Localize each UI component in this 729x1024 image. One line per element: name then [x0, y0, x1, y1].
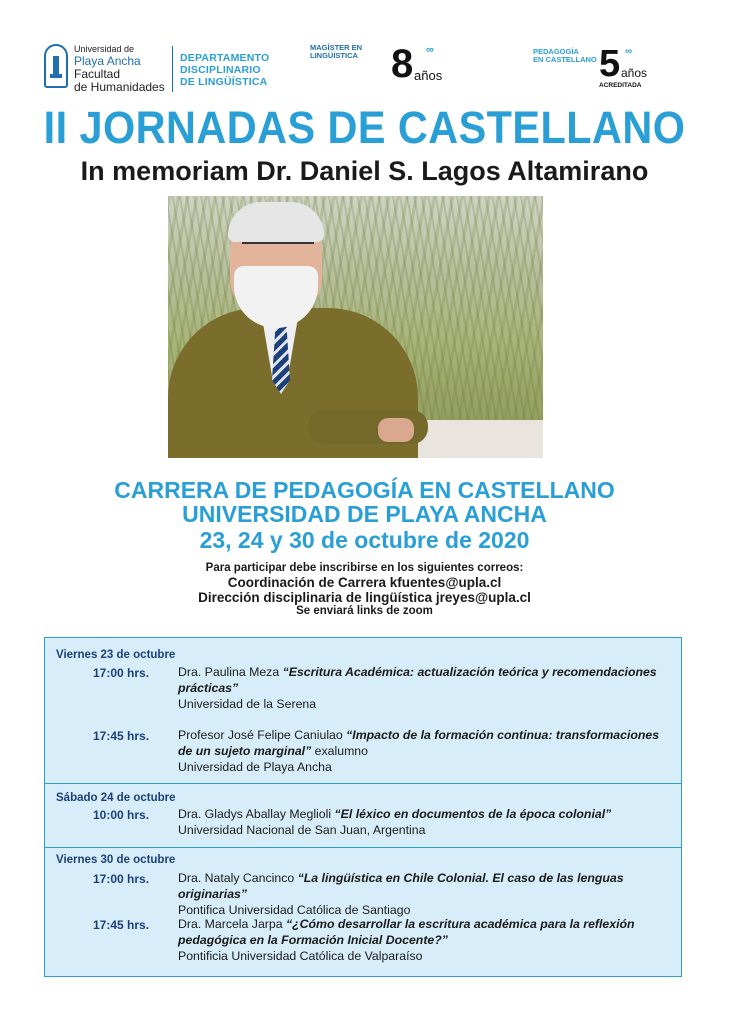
direction-label: Dirección disciplinaria de lingüística: [198, 590, 436, 605]
pedagogia-years-word: años: [621, 66, 648, 80]
talk-speaker: Dra. Paulina Meza: [178, 665, 283, 679]
talk-speaker: Profesor José Felipe Caniulao: [178, 728, 347, 742]
pedagogia-title-line1: PEDAGOGÍA: [533, 47, 579, 56]
magister-title-line1: MAGÍSTER EN: [310, 43, 363, 52]
talk-title: “Impacto de la formación continua: transformaciones de un sujeto marginal”: [178, 728, 660, 758]
registration-direction: [0, 590, 729, 605]
coordination-label: Coordinación de Carrera: [227, 575, 390, 590]
faculty-line2: de Humanidades: [74, 80, 165, 94]
pedagogia-years-number: 5: [599, 43, 621, 85]
talk-affiliation: Universidad de Playa Ancha: [178, 760, 332, 774]
talk-entry: [178, 916, 668, 964]
department-line1: DEPARTAMENTO: [180, 52, 270, 64]
pedagogia-title-line2: EN CASTELLANO: [533, 55, 597, 64]
photo-hand: [378, 418, 414, 442]
magister-accreditation: [310, 42, 510, 86]
schedule-day: Viernes 23 de octubre: [56, 649, 176, 661]
talk-title: “Escritura Académica: actualización teórica y recomendaciones prácticas”: [178, 665, 657, 695]
magister-years-word: años: [414, 68, 443, 83]
event-title: II JORNADAS DE CASTELLANO: [43, 102, 686, 153]
schedule-day-section: [45, 638, 681, 784]
coordination-email-link[interactable]: kfuentes@upla.cl: [389, 575, 502, 590]
zoom-note: Se enviará links de zoom: [296, 605, 433, 617]
registration-coordination: [0, 575, 729, 590]
magister-years-number: 8: [391, 42, 414, 86]
accreditation-logo-icon: ∞: [625, 46, 633, 57]
schedule-table: [44, 637, 682, 977]
talk-title: “La lingüística en Chile Colonial. El caso de las lenguas originarias”: [178, 871, 624, 901]
talk-speaker: Dra. Gladys Aballay Meglioli: [178, 807, 335, 821]
talk-entry: [178, 870, 668, 918]
university-line1: Universidad de: [74, 44, 135, 54]
pedagogia-status: ACREDITADA: [599, 82, 642, 89]
talk-entry: [178, 727, 668, 775]
university-line2: Playa Ancha: [74, 54, 141, 68]
talk-affiliation: Pontificia Universidad Católica de Valparaíso: [178, 949, 423, 963]
schedule-day: Viernes 30 de octubre: [56, 854, 176, 866]
schedule-day-section: [45, 784, 681, 848]
department-line2: DISCIPLINARIO: [180, 64, 261, 76]
talk-time: 17:00 hrs.: [93, 666, 150, 680]
header-divider: [172, 46, 173, 92]
talk-title: “El léxico en documentos de la época colonial”: [334, 807, 612, 821]
magister-title-line2: LINGÜÍSTICA: [310, 51, 358, 60]
photo-glasses: [242, 242, 314, 258]
event-subtitle: In memoriam Dr. Daniel S. Lagos Altamirano: [80, 156, 649, 186]
university-name: UNIVERSIDAD DE PLAYA ANCHA: [182, 501, 547, 527]
direction-email-link[interactable]: jreyes@upla.cl: [435, 590, 531, 605]
talk-speaker: Dra. Nataly Cancinco: [178, 871, 298, 885]
department-line3: DE LINGÜÍSTICA: [180, 76, 268, 88]
schedule-day-section: [45, 848, 681, 976]
event-dates: 23, 24 y 30 de octubre de 2020: [199, 527, 530, 553]
registration-intro: Para participar debe inscribirse en los siguientes correos:: [205, 562, 524, 574]
portrait-photo: [168, 196, 543, 458]
registration-info: [0, 562, 729, 618]
talk-affiliation: Universidad Nacional de San Juan, Argentina: [178, 823, 426, 837]
career-name: CARRERA DE PEDAGOGÍA EN CASTELLANO: [114, 477, 615, 503]
header: [0, 42, 729, 100]
talk-speaker: Dra. Marcela Jarpa: [178, 917, 286, 931]
talk-time: 17:45 hrs.: [93, 729, 150, 743]
university-logo-text: [74, 44, 165, 94]
photo-hair: [228, 202, 324, 242]
talk-entry: [178, 664, 668, 712]
talk-title: “¿Cómo desarrollar la escritura académica para la reflexión pedagógica en la Formación Inicial Docente?”: [178, 917, 635, 947]
talk-time: 17:00 hrs.: [93, 872, 150, 886]
talk-entry: [178, 806, 668, 838]
talk-time: 10:00 hrs.: [93, 808, 150, 822]
department-name: [180, 52, 269, 88]
accreditation-logo-icon: ∞: [426, 44, 434, 56]
faculty-line1: Facultad: [74, 67, 121, 81]
university-emblem-icon: [44, 44, 68, 88]
pedagogia-accreditation: [533, 43, 693, 89]
talk-affiliation: Universidad de la Serena: [178, 697, 317, 711]
schedule-day: Sábado 24 de octubre: [56, 792, 176, 804]
talk-affiliation: Pontifica Universidad Católica de Santiago: [178, 903, 411, 917]
talk-time: 17:45 hrs.: [93, 918, 150, 932]
talk-extra: exalumno: [311, 744, 368, 758]
